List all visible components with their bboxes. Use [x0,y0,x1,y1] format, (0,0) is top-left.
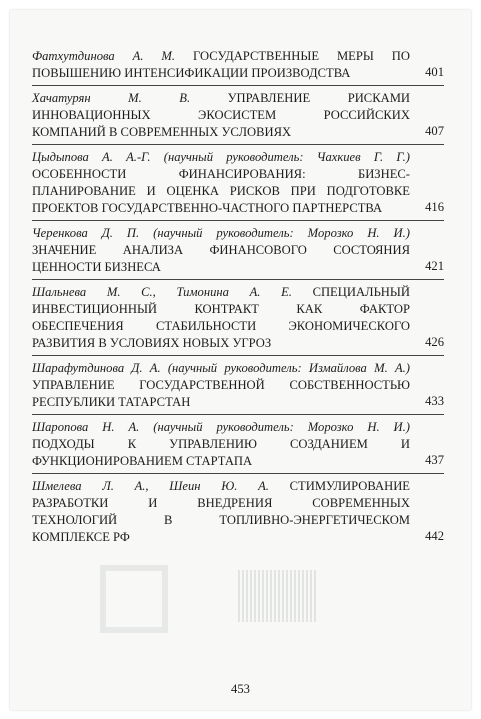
page-number: 453 [231,682,250,696]
toc-entry-line [32,124,410,141]
toc-entry-line [32,377,410,394]
toc-entry-title: ИНВЕСТИЦИОННЫЙ КОНТРАКТ КАК ФАКТОР [32,302,410,316]
toc-entry-title: ПРОЕКТОВ ГОСУДАРСТВЕННО-ЧАСТНОГО ПАРТНЕРСТВА [32,201,383,215]
toc-entry-title: ИННОВАЦИОННЫХ ЭКОСИСТЕМ РОССИЙСКИХ [32,108,410,122]
toc-entry-line [32,166,410,183]
toc-entry-title: ГОСУДАРСТВЕННЫЕ МЕРЫ ПО [175,49,410,63]
toc-entry-authors: Цыдыпова А. А.-Г. (научный руководитель: Чахкиев Г. Г.) [32,150,410,164]
toc-entry [32,145,444,221]
toc-entry-page-number: 421 [425,259,444,273]
toc-entry-line [32,149,410,166]
toc-entry-title: УПРАВЛЕНИЕ ГОСУДАРСТВЕННОЙ СОБСТВЕННОСТЬЮ [32,378,410,392]
toc-entry [32,280,444,356]
toc-entry-authors: Черенкова Д. П. (научный руководитель: Морозко Н. И.) [32,226,410,240]
toc-entry-line [32,259,410,276]
toc-entry-page-number: 401 [425,65,444,79]
toc-entry-title: ЗНАЧЕНИЕ АНАЛИЗА ФИНАНСОВОГО СОСТОЯНИЯ [32,243,410,257]
toc-entry-title: ЦЕННОСТИ БИЗНЕСА [32,260,161,274]
toc-entry [32,221,444,280]
toc-entry-line [32,419,410,436]
toc-entry-title: РАЗРАБОТКИ И ВНЕДРЕНИЯ СОВРЕМЕННЫХ [32,496,410,510]
toc-entry-title: СПЕЦИАЛЬНЫЙ [291,285,410,299]
book-page [10,10,471,710]
toc-entry-line [32,512,410,529]
toc-entry [32,474,444,549]
toc-entry-line [32,107,410,124]
toc-entry-page-number: 437 [425,453,444,467]
toc-entry-page-number: 433 [425,394,444,408]
toc-entry-line [32,48,410,65]
toc-entry-title: РАЗВИТИЯ В УСЛОВИЯХ НОВЫХ УГРОЗ [32,336,272,350]
toc-entry-line [32,335,410,352]
toc-entry-page-number: 407 [425,124,444,138]
toc-entry [32,86,444,145]
toc-entry-page-number: 426 [425,335,444,349]
toc-entry-page-number: 416 [425,200,444,214]
toc-entry-line [32,183,410,200]
toc-entry-authors: Фатхутдинова А. М. [32,49,176,63]
toc-entry-line [32,478,410,495]
toc-entry-authors: Шмелева Л. А., Шеин Ю. А. [32,479,269,493]
toc-entry-title: ОСОБЕННОСТИ ФИНАНСИРОВАНИЯ: БИЗНЕС- [32,167,410,181]
toc-entry-line [32,394,410,411]
toc-entry [32,415,444,474]
toc-entry-line [32,318,410,335]
toc-entry-line [32,242,410,259]
toc-entry-title: КОМПАНИЙ В СОВРЕМЕННЫХ УСЛОВИЯХ [32,125,292,139]
toc-entry-title: УПРАВЛЕНИЕ РИСКАМИ [190,91,410,105]
toc-entry-page-number: 442 [425,529,444,543]
toc-entry-line [32,436,410,453]
toc-entry-title: ФУНКЦИОНИРОВАНИЕМ СТАРТАПА [32,454,253,468]
toc-entry-title: ОБЕСПЕЧЕНИЯ СТАБИЛЬНОСТИ ЭКОНОМИЧЕСКОГО [32,319,410,333]
toc-entry-title: СТИМУЛИРОВАНИЕ [268,479,410,493]
table-of-contents [32,44,444,549]
toc-entry [32,356,444,415]
toc-entry-authors: Шальнева М. С., Тимонина А. Е. [32,285,292,299]
toc-entry-title: РЕСПУБЛИКИ ТАТАРСТАН [32,395,191,409]
toc-entry-line [32,301,410,318]
toc-entry-authors: Шаропова Н. А. (научный руководитель: Морозко Н. И.) [32,420,410,434]
toc-entry-title: ПЛАНИРОВАНИЕ И ОЦЕНКА РИСКОВ ПРИ ПОДГОТОВКЕ [32,184,410,198]
toc-entry-line [32,65,410,82]
toc-entry-line [32,90,410,107]
toc-entry [32,44,444,86]
toc-entry-line [32,495,410,512]
show-through-barcode [238,570,318,622]
toc-entry-line [32,529,410,546]
toc-entry-line [32,360,410,377]
show-through-qr-code [100,565,168,633]
toc-entry-title: КОМПЛЕКСЕ РФ [32,530,130,544]
toc-entry-line [32,284,410,301]
toc-entry-authors: Хачатурян М. В. [32,91,191,105]
toc-entry-line [32,200,410,217]
toc-entry-title: ТЕХНОЛОГИЙ В ТОПЛИВНО-ЭНЕРГЕТИЧЕСКОМ [32,513,410,527]
toc-entry-title: ПОВЫШЕНИЮ ИНТЕНСИФИКАЦИИ ПРОИЗВОДСТВА [32,66,351,80]
toc-entry-line [32,225,410,242]
toc-entry-title: ПОДХОДЫ К УПРАВЛЕНИЮ СОЗДАНИЕМ И [32,437,410,451]
toc-entry-authors: Шарафутдинова Д. А. (научный руководитель: Измайлова М. А.) [32,361,410,375]
toc-entry-line [32,453,410,470]
